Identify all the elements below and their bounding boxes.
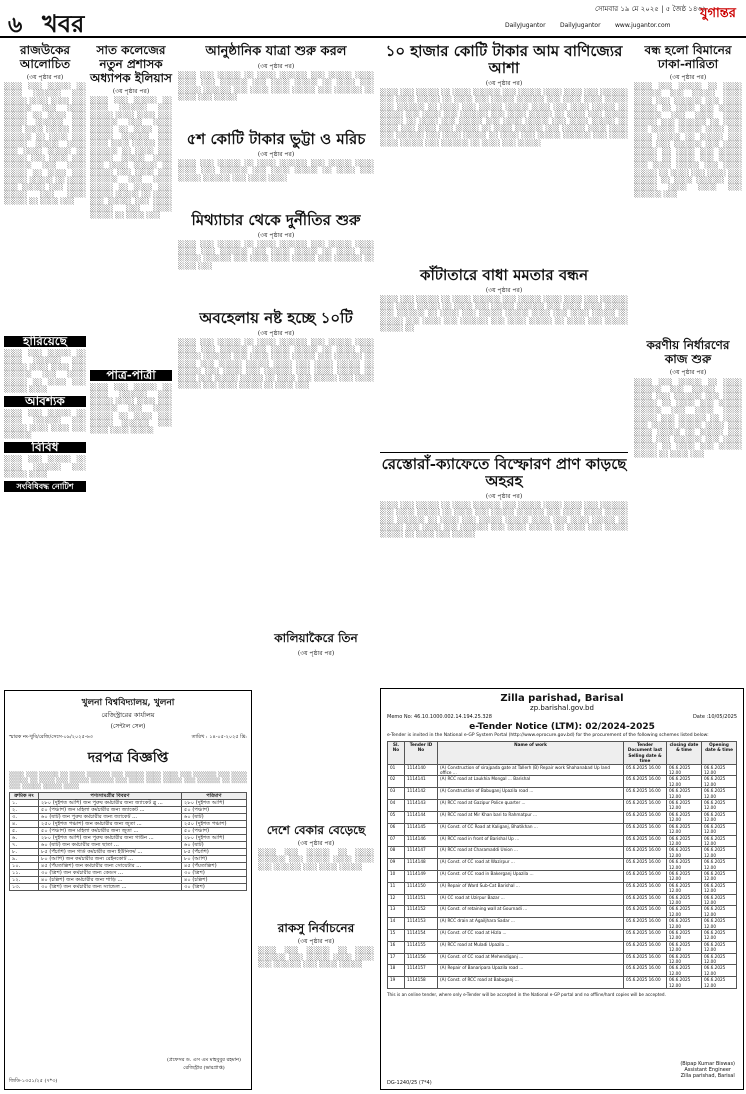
masthead: [0, 0, 746, 38]
table-cell: 06.6.2025 12.00: [667, 776, 702, 788]
table-cell: 06.6.2025 12.00: [702, 811, 737, 823]
statutory-notice: সংবিধিবদ্ধ নোটিশ: [4, 481, 86, 492]
table-cell: (A) RCC road at Muladi Upazila ...: [438, 941, 624, 953]
table-row: [388, 894, 737, 906]
table-cell: (A) Construction of Babuganj Upazila road ...: [438, 788, 624, 800]
table-cell: 14: [388, 918, 405, 930]
headline-rajuk: রাজউকের আলোচিত: [19, 43, 71, 71]
continued-note: (৩য় পৃষ্ঠার পর): [257, 63, 295, 70]
table-cell: (A) RCC drain at Agailjhara Sadar ...: [438, 918, 624, 930]
article-text: ░░░░ ░░░ ░░░░░ ░░ ░░░░ ░░░░░░ ░░░ ░░░░░ ░░░░ ░░░░ ░░░ ░░░░░░ ░░░ ░░░░ ░░░░░ ░░ ░░░░ ░░░ ░░░░░ ░░░░░░ ░░░ ░░░░ ░░░░ ░░░░░ ░░░ ░░░░░░ ░░ ░░░░ ░░░ ░░░░░ ░░░░░ ░░░░ ░░░ ░░░░ ░░░░░ ░░ ░░░░░ ░░░ ░░░░ ░░░ ░░░░░░ ░░░ ░░░░ ░░░░░ ░░ ░░░░ ░░░ ░░░░░ ░░░░░ ░░ ░░░░ ░░░ ░░░░░ ░░░ ░░░░ ░░░░░ ░░░ ░░░░ ░░░░░ ░░ ░░░░ ░░░: [178, 339, 374, 390]
table-cell: 1114148: [405, 859, 438, 871]
table-cell: 13: [388, 906, 405, 918]
table-cell: ৬০ (ষাট) জন কর্মচারীর জন্য ছাতা ...: [39, 842, 182, 849]
table-cell: ৫.: [10, 828, 39, 835]
table-row: [388, 977, 737, 989]
article-text: ░░░░ ░░░ ░░░░░ ░░ ░░░░ ░░░░░░ ░░░ ░░░░░ ░░░░ ░░░░ ░░░ ░░░░░░ ░░░ ░░░░ ░░░░░ ░░ ░░░░ ░░░ ░░░░░ ░░░░░░ ░░░ ░░░░ ░░░░ ░░░░░ ░░░ ░░░░░░ ░░ ░░░░ ░░░ ░░░░░ ░░░░░ ░░░░ ░░░ ░░░░ ░░░░░ ░░ ░░░░░ ░░░ ░░░░ ░░░ ░░░░░░ ░░░ ░░░░ ░░░░░ ░░ ░░░░ ░░░ ░░░░░ ░░░░░ ░░: [380, 296, 628, 332]
table-cell: ১২.: [10, 877, 39, 884]
table-row: [10, 828, 247, 835]
continued-note: (৩য় পৃষ্ঠার পর): [297, 840, 335, 847]
table-cell: 05.6.2025 16.00: [624, 977, 667, 989]
table-row: [10, 842, 247, 849]
table-row: [388, 906, 737, 918]
kaliakoir-box: [258, 628, 374, 661]
table-cell: 01: [388, 764, 405, 776]
table-cell: 05.6.2025 16.00: [624, 835, 667, 847]
table-cell: 1114157: [405, 965, 438, 977]
continued-note: (৩য় পৃষ্ঠার পর): [485, 286, 523, 294]
table-cell: 05.6.2025 16.00: [624, 764, 667, 776]
right-column: [380, 40, 628, 538]
table-cell: 05.6.2025 16.00: [624, 859, 667, 871]
table-cell: ২৮০ (দুইশত আশি): [182, 835, 247, 842]
table-cell: 05.6.2025 16.00: [624, 965, 667, 977]
classified-matrimonial: পাত্র-পাত্রী: [90, 370, 172, 381]
table-cell: 06.6.2025 12.00: [702, 882, 737, 894]
table-cell: 06.6.2025 12.00: [667, 859, 702, 871]
column-1: [4, 40, 86, 495]
signer-role: রেজিস্ট্রার (ভারপ্রাপ্ত): [183, 1065, 225, 1071]
table-cell: 06: [388, 823, 405, 835]
table-cell: ৫০ (পঞ্চাশ): [182, 828, 247, 835]
table-row: [10, 877, 247, 884]
column-header: Tender Document last Selling date & time: [624, 742, 667, 765]
table-cell: 02: [388, 776, 405, 788]
table-cell: 06.6.2025 12.00: [702, 800, 737, 812]
headline-neglect: অবহেলায় নষ্ট হচ্ছে ১০টি: [199, 308, 353, 327]
table-cell: 06.6.2025 12.00: [702, 764, 737, 776]
social-link-twitter[interactable]: DailyJugantor: [560, 22, 601, 29]
table-cell: 05.6.2025 16.00: [624, 894, 667, 906]
table-cell: 06.6.2025 12.00: [667, 788, 702, 800]
table-cell: 1114155: [405, 941, 438, 953]
table-cell: (A) Const. of retaining wall at Gournadi ...: [438, 906, 624, 918]
table-cell: (A) Construction of sirajpada gate at Tallerh (B) Repair work Shahanabad Up land office ...: [438, 764, 624, 776]
article-text: ░░░░ ░░░ ░░░░░ ░░ ░░░░ ░░░░░░ ░░░ ░░░░░ ░░░░ ░░░░ ░░░ ░░░░░░ ░░░ ░░░░ ░░░░░ ░░ ░░░░ ░░░ ░░░░░ ░░░░░░ ░░░ ░░░░ ░░░░ ░░░░░ ░░░ ░░░░░░ ░░ ░░░░ ░░░ ░░░░░ ░░░░░ ░░░░ ░░░ ░░░░ ░░░░░ ░░ ░░░░░ ░░░ ░░░░ ░░░ ░░░░░░ ░░░ ░░░░ ░░░░░ ░░ ░░░░ ░░░ ░░░░░ ░░░░░ ░░ ░░░░ ░░░ ░░░░░ ░░░ ░░░░ ░░░░░ ░░░ ░░░░ ░░░░░ ░░ ░░░░ ░░░ ░░░░ ░░░ ░░░░░ ░░ ░░░░ ░░░░░░ ░░░ ░░░░░ ░░░░ ░░░░ ░░░ ░░░░░░ ░░░: [634, 83, 742, 199]
table-cell: 06.6.2025 12.00: [702, 835, 737, 847]
ad-body: ░░░░ ░░░ ░░░░░ ░░ ░░░░ ░░░░░░ ░░░ ░░░░░ ░░░░ ░░░░ ░░░ ░░░░░░ ░░░ ░░░░ ░░░░░ ░░ ░░░░ ░░░ ░░░░░ ░░░░░░ ░░░ ░░░░ ░░░░ ░░░░░ ░░░ ░░░░░░ ░░ ░░░░ ░░░ ░░░░░ ░░░░░ ░░░░: [9, 772, 247, 790]
date-line: সোমবার ১৯ মে ২০২৫ | ৫ জৈষ্ঠ ১৪৩২: [595, 5, 707, 13]
classified-text: ░░░░ ░░░ ░░░░░ ░░ ░░░░ ░░░░░░ ░░░ ░░░░░ ░░░░ ░░░░ ░░░ ░░░░░░ ░░░ ░░░░ ░░░░░ ░░ ░░░░ ░░░ ░░░░░ ░░░░░░ ░░░ ░░░░ ░░░░ ░░░░░: [90, 383, 172, 435]
table-cell: ৩০ (ত্রিশ): [182, 884, 247, 891]
table-cell: 1114141: [405, 776, 438, 788]
table-cell: 06.6.2025 12.00: [702, 859, 737, 871]
memo-number: স্মারক নং-খুবি/রেজি/সেসে-০৯/২০২৫-৬৩: [9, 734, 93, 740]
table-cell: (A) Const. of RCC road at Babuganj ...: [438, 977, 624, 989]
table-cell: (A) RCC road at Gazipur Police quarter ...: [438, 800, 624, 812]
table-cell: 1114153: [405, 918, 438, 930]
table-row: [10, 800, 247, 807]
table-cell: 06.6.2025 12.00: [667, 965, 702, 977]
table-cell: (A) RCC road at Mir Khan bari to Rahmatpur ...: [438, 811, 624, 823]
table-cell: 05.6.2025 16.00: [624, 847, 667, 859]
table-row: [10, 807, 247, 814]
headline-kaliakoir: কালিয়াকৈরে তিন: [274, 631, 358, 645]
column-header: পরিমাণ: [182, 793, 247, 800]
zilla-parishad-tender-ad: [380, 688, 744, 1090]
table-cell: 06.6.2025 12.00: [667, 977, 702, 989]
table-cell: 1114143: [405, 800, 438, 812]
office-name: রেজিস্ট্রারের কার্যালয়: [101, 711, 155, 719]
table-cell: 06.6.2025 12.00: [702, 965, 737, 977]
table-cell: ৫০ (পঞ্চাশ): [182, 807, 247, 814]
table-cell: ১.: [10, 800, 39, 807]
table-row: [10, 849, 247, 856]
cell-name: (সেন্টাল সেল): [110, 723, 146, 730]
table-row: [10, 870, 247, 877]
table-cell: 11: [388, 882, 405, 894]
table-cell: ৩.: [10, 814, 39, 821]
table-row: [10, 814, 247, 821]
signer-name: (Bipap Kumar Biswas): [680, 1061, 735, 1067]
table-row: [388, 859, 737, 871]
table-cell: 05: [388, 811, 405, 823]
office-name: Zilla parishad, Barisal: [500, 693, 624, 704]
continued-note: (৩য় পৃষ্ঠার পর): [26, 74, 64, 81]
table-cell: 1114154: [405, 930, 438, 942]
table-cell: 06.6.2025 12.00: [702, 953, 737, 965]
table-cell: 15: [388, 930, 405, 942]
table-cell: 06.6.2025 12.00: [667, 764, 702, 776]
ad-intro: e-Tender is invited in the National e-GP System Portal (http://www.eprocure.gov.bd) for the procurement of the following schemes listed below:: [387, 733, 709, 738]
center-column: [178, 40, 374, 389]
table-cell: 06.6.2025 12.00: [702, 930, 737, 942]
table-cell: 1114151: [405, 894, 438, 906]
table-cell: ২৮০ (দুইশত আশি): [182, 800, 247, 807]
article-text: ░░░░ ░░░ ░░░░░ ░░ ░░░░ ░░░░░░ ░░░ ░░░░░ ░░░░ ░░░░ ░░░ ░░░░░░ ░░░ ░░░░ ░░░░░: [258, 947, 374, 969]
table-row: [10, 821, 247, 828]
table-cell: 1114152: [405, 906, 438, 918]
table-cell: 1114150: [405, 882, 438, 894]
table-row: [388, 811, 737, 823]
article-text: ░░░░ ░░░ ░░░░░ ░░ ░░░░ ░░░░░░ ░░░ ░░░░░ ░░░░ ░░░░ ░░░ ░░░░░░ ░░░ ░░░░ ░░░░░ ░░ ░░░░ ░░░ ░░░░░ ░░░░░░ ░░░ ░░░░ ░░░░ ░░░░░ ░░░ ░░░░░░ ░░ ░░░░ ░░░ ░░░░░ ░░░░░ ░░░░ ░░░ ░░░░ ░░░░░ ░░ ░░░░░ ░░░ ░░░░ ░░░ ░░░░░░ ░░░ ░░░░ ░░░░░ ░░ ░░░░ ░░░ ░░░░░ ░░░░░ ░░ ░░░░ ░░░: [634, 378, 742, 458]
memo-number: Memo No: 46.10.1000.002.14.194.25.328: [387, 714, 492, 720]
headline-maize-chili: ৫শ কোটি টাকার ভুট্টা ও মরিচ: [186, 130, 366, 149]
table-cell: ৮.: [10, 849, 39, 856]
social-link-facebook[interactable]: DailyJugantor: [505, 22, 546, 29]
table-cell: (A) Const. of CC road at Wazirpur ...: [438, 859, 624, 871]
table-cell: 06.6.2025 12.00: [702, 894, 737, 906]
table-row: [10, 884, 247, 891]
table-cell: ২৮০ (দুইশত আশি) জন পুরুষ কর্মচারীর জন্য গাউন ...: [39, 835, 182, 842]
office-website[interactable]: zp.barishal.gov.bd: [530, 704, 594, 712]
ad-footnote: This is an online tender, where only e-Tender will be accepted in the National e-GP portal and no offline/hard copies will be accepted.: [387, 992, 666, 998]
table-row: [388, 847, 737, 859]
table-cell: 05.6.2025 16.00: [624, 788, 667, 800]
table-cell: (A) Const. of CC road at Mehendiganj ...: [438, 953, 624, 965]
table-cell: ৯.: [10, 856, 39, 863]
table-cell: 1114145: [405, 823, 438, 835]
table-cell: 06.6.2025 12.00: [667, 906, 702, 918]
table-cell: 06.6.2025 12.00: [702, 847, 737, 859]
table-row: [388, 788, 737, 800]
article-text: ░░░░ ░░░ ░░░░░ ░░ ░░░░ ░░░░░░ ░░░ ░░░░░ ░░░░ ░░░░ ░░░ ░░░░░░ ░░░ ░░░░ ░░░░░ ░░ ░░░░ ░░░ ░░░░░ ░░░░░░ ░░░ ░░░░ ░░░░ ░░░░░ ░░░ ░░░░░░ ░░ ░░░░ ░░░ ░░░░░ ░░░░░ ░░░░ ░░░ ░░░░ ░░░░░ ░░ ░░░░░ ░░░ ░░░░ ░░░ ░░░░░░ ░░░ ░░░░ ░░░░░ ░░ ░░░░ ░░░ ░░░░░ ░░░░░ ░░ ░░░░ ░░░ ░░░░░: [380, 502, 628, 539]
tender-schemes-table: [387, 741, 737, 989]
table-cell: 06.6.2025 12.00: [702, 776, 737, 788]
table-cell: 05.6.2025 16.00: [624, 800, 667, 812]
table-cell: 1114140: [405, 764, 438, 776]
article-text: ░░░░ ░░░ ░░░░░ ░░ ░░░░ ░░░░░░ ░░░ ░░░░░ ░░░░ ░░░░ ░░░ ░░░░░░ ░░░ ░░░░ ░░░░░ ░░ ░░░░ ░░░ ░░░░░ ░░░░░░ ░░░ ░░░░ ░░░░ ░░░░░ ░░░ ░░░░░░ ░░ ░░░░ ░░░: [178, 241, 374, 270]
column-2: [90, 40, 172, 434]
table-row: [388, 835, 737, 847]
table-cell: 05.6.2025 16.00: [624, 941, 667, 953]
khulna-university-tender-ad: [4, 690, 252, 1090]
table-cell: ২.: [10, 807, 39, 814]
continued-note: (৩য় পৃষ্ঠার পর): [257, 151, 295, 159]
table-cell: 06.6.2025 12.00: [667, 930, 702, 942]
table-cell: ৮০ (আশি): [182, 856, 247, 863]
page-number: ৬: [8, 12, 23, 38]
ad-title: দরপত্র বিজ্ঞপ্তি: [87, 750, 169, 766]
table-cell: ৬.: [10, 835, 39, 842]
table-cell: 12: [388, 894, 405, 906]
mid-bottom-column: [258, 820, 374, 969]
continued-note: (৩য় পৃষ্ঠার পর): [485, 493, 523, 501]
table-cell: ৭.: [10, 842, 39, 849]
continued-note: (৩য় পৃষ্ঠার পর): [297, 937, 335, 945]
table-cell: 05.6.2025 16.00: [624, 776, 667, 788]
table-cell: ৩০ (ত্রিশ) জন কর্মচারীর জন্য কেডস ...: [39, 870, 182, 877]
table-cell: (A) Const. of CC Road at Kaliganj, Bhatikhan ...: [438, 823, 624, 835]
table-row: [388, 941, 737, 953]
continued-note: (৩য় পৃষ্ঠার পর): [257, 329, 295, 337]
table-cell: 1114158: [405, 977, 438, 989]
table-cell: (A) Repair of Ward Sub-Cat Barishal ...: [438, 882, 624, 894]
table-cell: 07: [388, 835, 405, 847]
column-header: Opening date & time: [702, 742, 737, 765]
table-row: [10, 863, 247, 870]
table-cell: 1114149: [405, 870, 438, 882]
university-name: খুলনা বিশ্ববিদ্যালয়, খুলনা: [81, 698, 175, 708]
table-cell: 1114147: [405, 847, 438, 859]
continued-note: (৩য় পৃষ্ঠার পর): [257, 231, 295, 239]
table-cell: 08: [388, 847, 405, 859]
table-cell: 06.6.2025 12.00: [702, 870, 737, 882]
headline-raksu-election: রাকসু নির্বাচনের: [277, 920, 355, 935]
website-link[interactable]: www.jugantor.com: [615, 22, 671, 29]
article-text: ░░░░ ░░░ ░░░░░ ░░ ░░░░ ░░░░░░ ░░░ ░░░░░ ░░░░ ░░░░ ░░░ ░░░░░░ ░░░ ░░░░ ░░░░░ ░░ ░░░░ ░░░ ░░░░░ ░░░░░░ ░░░ ░░░░ ░░░░ ░░░░░ ░░░ ░░░░░░ ░░ ░░░░ ░░░ ░░░░░ ░░░░░ ░░░░ ░░░ ░░░░ ░░░░░ ░░ ░░░░░ ░░░ ░░░░ ░░░ ░░░░░░ ░░░ ░░░░ ░░░░░ ░░ ░░░░ ░░░ ░░░░░ ░░░░░ ░░ ░░░░ ░░░ ░░░░░ ░░░ ░░░░ ░░░░░ ░░░ ░░░░ ░░░░░ ░░ ░░░░ ░░░ ░░░░ ░░░ ░░░░░ ░░ ░░░░ ░░░░░░ ░░░ ░░░░░ ░░░░ ░░░░ ░░░ ░░░░░░ ░░░ ░░░░ ░░░░░ ░░ ░░░░ ░░░ ░░░░░ ░░░░░░ ░░░ ░░░░ ░░░░ ░░░░░ ░░░ ░░░░░░ ░░ ░░░░ ░░░ ░░░░░: [380, 89, 628, 147]
headline-barbed-wire: কাঁটাতারে বাধা মমতার বন্ধন: [419, 265, 589, 284]
classified-text: ░░░░ ░░░ ░░░░░ ░░ ░░░░ ░░░░░░ ░░░ ░░░░░ ░░░░: [4, 456, 86, 478]
table-cell: (A) CC road at Uzirpur Bazar ...: [438, 894, 624, 906]
table-row: [388, 882, 737, 894]
ad-footer-ref: DG-1240/25 (7*4): [387, 1080, 432, 1086]
section-title: খবর: [42, 9, 85, 38]
table-cell: ৪০ (চল্লিশ) জন কর্মচারীর জন্য শাড়ি ...: [39, 877, 182, 884]
table-cell: ৬০ (ষাট) জন পুরুষ কর্মচারীর জন্য জ্যাকেট ...: [39, 814, 182, 821]
table-row: [388, 870, 737, 882]
ad-footer-ref: জিডি-১৩৫১/২৫ (৭*৩): [9, 1078, 58, 1084]
article-text: ░░░░ ░░░ ░░░░░ ░░ ░░░░ ░░░░░░ ░░░ ░░░░░ ░░░░ ░░░░ ░░░ ░░░░░░ ░░░ ░░░░ ░░░░░ ░░ ░░░░ ░░░ ░░░░░ ░░░░░░ ░░░ ░░░░ ░░░░: [178, 160, 374, 182]
table-cell: 1114144: [405, 811, 438, 823]
table-cell: 10: [388, 870, 405, 882]
table-cell: 18: [388, 965, 405, 977]
table-cell: ২৫০ (দুইশত পঞ্চাশ): [182, 821, 247, 828]
table-cell: 06.6.2025 12.00: [702, 788, 737, 800]
table-cell: 06.6.2025 12.00: [667, 823, 702, 835]
table-cell: 06.6.2025 12.00: [667, 800, 702, 812]
table-cell: ১১.: [10, 870, 39, 877]
table-cell: 17: [388, 953, 405, 965]
table-cell: ২৮০ (দুইশত আশি) জন পুরুষ কর্মচারীর জন্য জ্যাকেট ব্লু ...: [39, 800, 182, 807]
table-cell: 05.6.2025 16.00: [624, 918, 667, 930]
table-cell: 06.6.2025 12.00: [667, 894, 702, 906]
continued-note: (৩য় পৃষ্ঠার পর): [669, 369, 707, 377]
table-cell: ৩০ (ত্রিশ): [182, 870, 247, 877]
table-cell: 05.6.2025 16.00: [624, 811, 667, 823]
table-cell: (A) RCC road in front of Barishal Up ...: [438, 835, 624, 847]
table-cell: 05.6.2025 16.00: [624, 930, 667, 942]
table-cell: 06.6.2025 12.00: [667, 870, 702, 882]
table-cell: ৫০ (পঞ্চাশ) জন মহিলা কর্মচারীর জন্য জ্যাকেট ...: [39, 807, 182, 814]
table-cell: 09: [388, 859, 405, 871]
newspaper-logo: যুগান্তর: [700, 6, 736, 21]
table-cell: 06.6.2025 12.00: [667, 847, 702, 859]
classified-misc: বিবিধ: [4, 442, 86, 453]
table-cell: ৫০ (পঞ্চাশ) জন মহিলা কর্মচারীর জন্য জুতা ...: [39, 828, 182, 835]
headline-seven-colleges: সাত কলেজের নতুন প্রশাসক অধ্যাপক ইলিয়াস: [90, 43, 172, 85]
table-cell: 06.6.2025 12.00: [702, 977, 737, 989]
table-cell: (A) Const. of CC road in Bakerganj Upazila ...: [438, 870, 624, 882]
table-cell: ১০.: [10, 863, 39, 870]
table-cell: 06.6.2025 12.00: [667, 835, 702, 847]
table-cell: 03: [388, 788, 405, 800]
table-cell: 05.6.2025 16.00: [624, 953, 667, 965]
table-cell: ২৫০ (দুইশত পঞ্চাশ) জন কর্মচারীর জন্য জুতা ...: [39, 821, 182, 828]
table-row: [388, 776, 737, 788]
article-text: ░░░░ ░░░ ░░░░░ ░░ ░░░░ ░░░░░░ ░░░ ░░░░░ ░░░░ ░░░░ ░░░ ░░░░░░ ░░░ ░░░░ ░░░░░ ░░ ░░░░ ░░░ ░░░░░ ░░░░░░ ░░░ ░░░░ ░░░░ ░░░░░ ░░░ ░░░░░░ ░░ ░░░░ ░░░ ░░░░░ ░░░░░ ░░░░ ░░░ ░░░░ ░░░░░ ░░ ░░░░░ ░░░ ░░░░ ░░░ ░░░░░░ ░░░ ░░░░ ░░░░░ ░░ ░░░░ ░░░ ░░░░░ ░░░░░ ░░ ░░░░ ░░░ ░░░░░ ░░░ ░░░░ ░░░░░ ░░░ ░░░░ ░░░░░ ░░ ░░░░ ░░░: [4, 83, 86, 206]
table-row: [388, 953, 737, 965]
classified-text: ░░░░ ░░░ ░░░░░ ░░ ░░░░ ░░░░░░ ░░░ ░░░░░ ░░░░ ░░░░ ░░░ ░░░░░░: [4, 410, 86, 439]
table-cell: 06.6.2025 12.00: [702, 823, 737, 835]
table-row: [388, 930, 737, 942]
table-cell: ৪৫ (পঁয়তাল্লিশ) জন কর্মচারীর জন্য সোয়েটার ...: [39, 863, 182, 870]
table-cell: 05.6.2025 16.00: [624, 882, 667, 894]
table-cell: 16: [388, 941, 405, 953]
column-header: closing date & time: [667, 742, 702, 765]
table-cell: 06.6.2025 12.00: [667, 882, 702, 894]
classified-lost: হারিয়েছে: [4, 336, 86, 347]
classified-wanted: আবশ্যক: [4, 396, 86, 407]
classified-text: ░░░░ ░░░ ░░░░░ ░░ ░░░░ ░░░░░░ ░░░ ░░░░░ ░░░░ ░░░░ ░░░ ░░░░░░ ░░░ ░░░░ ░░░░░ ░░ ░░░░ ░░░ ░░░░░ ░░░░: [4, 349, 86, 393]
table-cell: 1114146: [405, 835, 438, 847]
column-header: Sl. No: [388, 742, 405, 765]
tender-items-table: [9, 792, 247, 891]
continued-note: (৩য় পৃষ্ঠার পর): [669, 74, 707, 81]
table-cell: 04: [388, 800, 405, 812]
headline-action-plan: করণীয় নির্ধারণের কাজ শুরু: [646, 338, 730, 367]
table-cell: ৬০ (ষাট): [182, 842, 247, 849]
table-row: [10, 856, 247, 863]
table-cell: 1114142: [405, 788, 438, 800]
memo-date: তারিখ : ১৪-০৫-২০২৫ খ্রি:: [191, 734, 247, 740]
table-cell: 06.6.2025 12.00: [667, 811, 702, 823]
table-cell: ৮৫ (পঁচাশি) জন গার্ড কর্মচারীর জন্য ইউনিফর্ম ...: [39, 849, 182, 856]
table-cell: ৪৫ (পঁয়তাল্লিশ): [182, 863, 247, 870]
continued-note: (৩য় পৃষ্ঠার পর): [112, 88, 150, 95]
table-row: [388, 823, 737, 835]
table-row: [388, 800, 737, 812]
table-cell: (A) RCC road at Laukhia Mongal ... Barishal: [438, 776, 624, 788]
signer-name: (প্রফেসর ড. এস এম মাহবুবুর রহমান): [166, 1057, 241, 1063]
table-row: [388, 965, 737, 977]
table-cell: ৩০ (ত্রিশ) জন কর্মচারীর জন্য স্যান্ডেল ...: [39, 884, 182, 891]
table-cell: ৮০ (আশি) জন কর্মচারীর জন্য রেইনকোট ...: [39, 856, 182, 863]
headline-unemployment: দেশে বেকার বেড়েছে: [266, 823, 366, 837]
table-cell: (A) RCC road at Charamaddi Union ...: [438, 847, 624, 859]
table-cell: (A) Const. of CC road at Hizla ...: [438, 930, 624, 942]
table-cell: 05.6.2025 16.00: [624, 906, 667, 918]
column-header: Name of work: [438, 742, 624, 765]
headline-restaurant-blast: রেস্তোরাঁ-ক্যাফেতে বিস্ফোরণ প্রাণ কাড়ছে অহরহ: [381, 455, 627, 491]
table-cell: ৪০ (চল্লিশ): [182, 877, 247, 884]
table-cell: 1114156: [405, 953, 438, 965]
table-cell: 05.6.2025 16.00: [624, 823, 667, 835]
table-cell: 06.6.2025 12.00: [702, 906, 737, 918]
headline-biman-narita: বন্ধ হলো বিমানের ঢাকা-নারিতা: [644, 43, 732, 71]
article-text: ░░░░ ░░░ ░░░░░ ░░ ░░░░ ░░░░░░ ░░░ ░░░░░ ░░░░ ░░░░ ░░░ ░░░░░░ ░░░ ░░░░ ░░░░░ ░░ ░░░░ ░░░ ░░░░░ ░░░░░░ ░░░ ░░░░ ░░░░ ░░░░░ ░░░ ░░░░░░ ░░ ░░░░ ░░░ ░░░░░: [178, 72, 374, 101]
signer-role: Assistant Engineer: [684, 1067, 731, 1073]
table-cell: 06.6.2025 12.00: [702, 918, 737, 930]
headline-formal-launch: আনুষ্ঠানিক যাত্রা শুরু করল: [205, 44, 347, 59]
column-header: Tender ID No: [405, 742, 438, 765]
table-row: [10, 835, 247, 842]
table-row: [388, 918, 737, 930]
table-cell: ১৩.: [10, 884, 39, 891]
table-cell: 06.6.2025 12.00: [667, 918, 702, 930]
column-header: পণ্যসামগ্রীর বিবরণ: [39, 793, 182, 800]
continued-note: (৩য় পৃষ্ঠার পর): [297, 650, 335, 657]
table-cell: 06.6.2025 12.00: [702, 941, 737, 953]
table-row: [388, 764, 737, 776]
table-cell: 05.6.2025 16.00: [624, 870, 667, 882]
headline-mango-trade: ১০ হাজার কোটি টাকার আম বাণিজ্যের আশা: [385, 42, 623, 77]
article-text: ░░░░ ░░░ ░░░░░ ░░ ░░░░ ░░░░░░ ░░░ ░░░░░ ░░░░ ░░░░ ░░░ ░░░░░░ ░░░ ░░░░ ░░░░░: [258, 849, 374, 871]
far-right-column: [634, 40, 742, 458]
continued-note: (৩য় পৃষ্ঠার পর): [485, 80, 523, 87]
column-header: ক্রমিক নং: [10, 793, 39, 800]
article-text: ░░░░ ░░░ ░░░░░ ░░ ░░░░ ░░░░░░ ░░░ ░░░░░ ░░░░ ░░░░ ░░░ ░░░░░░ ░░░ ░░░░ ░░░░░ ░░ ░░░░ ░░░ ░░░░░ ░░░░░░ ░░░ ░░░░ ░░░░ ░░░░░ ░░░ ░░░░░░ ░░ ░░░░ ░░░ ░░░░░ ░░░░░ ░░░░ ░░░ ░░░░ ░░░░░ ░░ ░░░░░ ░░░ ░░░░ ░░░ ░░░░░░ ░░░ ░░░░ ░░░░░ ░░ ░░░░ ░░░ ░░░░░ ░░░░░ ░░ ░░░░ ░░░ ░░░░░ ░░░ ░░░░ ░░░░░ ░░░ ░░░░ ░░░░░ ░░ ░░░░ ░░░: [90, 97, 172, 220]
signer-org: Zilla parishad, Barisal: [680, 1073, 735, 1079]
table-cell: ৪.: [10, 821, 39, 828]
memo-date: Date :10/05/2025: [692, 714, 737, 720]
table-cell: ৮৫ (পঁচাশি): [182, 849, 247, 856]
table-cell: 06.6.2025 12.00: [667, 953, 702, 965]
table-cell: 19: [388, 977, 405, 989]
table-cell: ৬০ (ষাট): [182, 814, 247, 821]
table-cell: (A) Repair of Banaripara Upazila road ...: [438, 965, 624, 977]
table-cell: 06.6.2025 12.00: [667, 941, 702, 953]
ad-title: e-Tender Notice (LTM): 02/2024-2025: [469, 722, 655, 732]
headline-lies-corruption: মিথ্যাচার থেকে দুর্নীতির শুরু: [191, 210, 361, 229]
